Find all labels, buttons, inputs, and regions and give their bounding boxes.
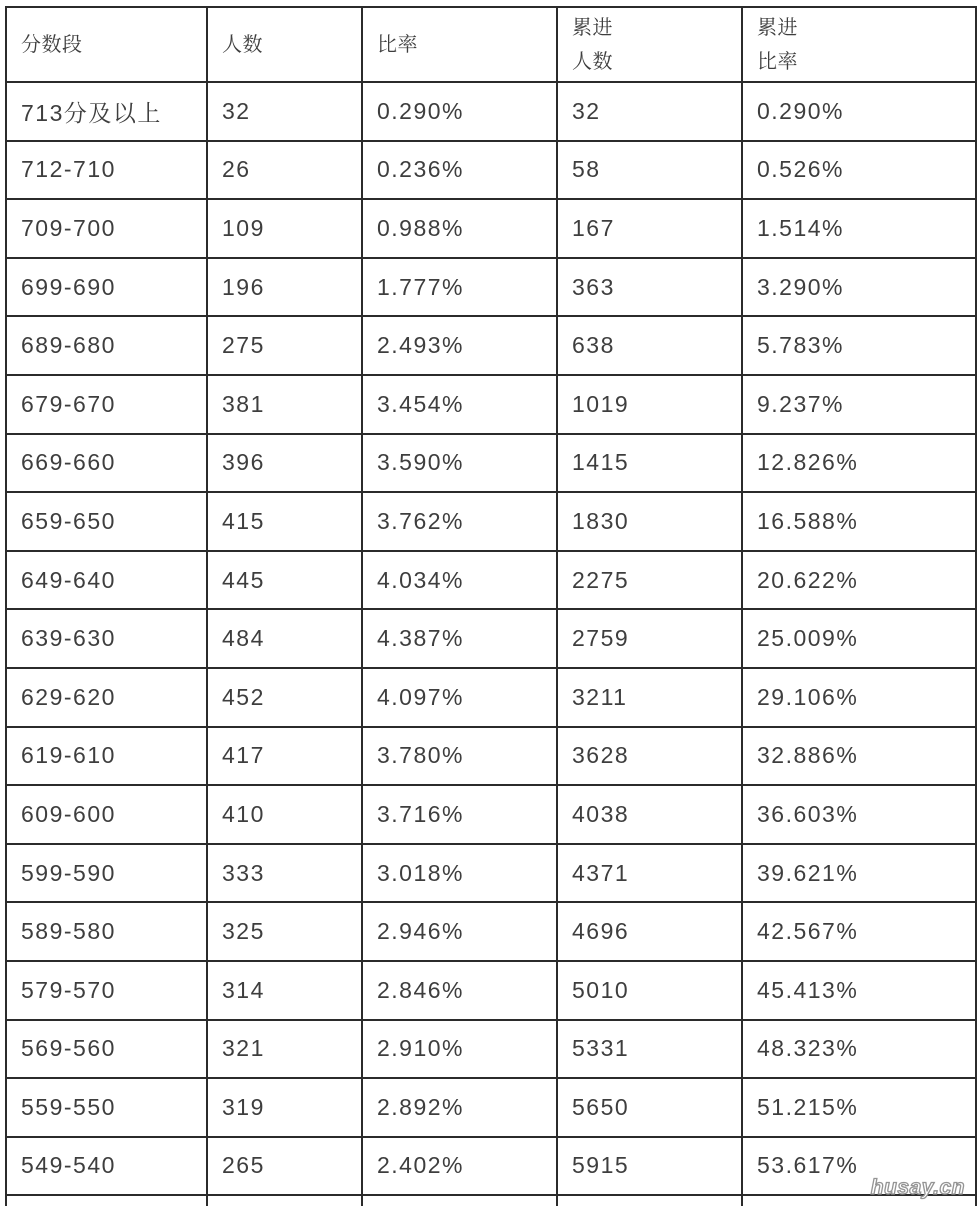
table-row <box>6 82 976 141</box>
table-row <box>6 785 976 844</box>
ratio-cell: 3.018% <box>362 844 557 903</box>
cumulative-ratio-cell: 16.588% <box>742 492 976 551</box>
ratio-cell: 3.590% <box>362 434 557 493</box>
table-row <box>6 668 976 727</box>
score-range-cell: 549-540 <box>6 1137 207 1196</box>
score-range-cell: 639-630 <box>6 609 207 668</box>
cumulative-count-cell: 2759 <box>557 609 742 668</box>
score-range-cell: 712-710 <box>6 141 207 200</box>
column-header-cumulative-ratio <box>742 7 976 82</box>
header-row <box>6 7 976 82</box>
cumulative-count-cell: 1830 <box>557 492 742 551</box>
ratio-cell: 0.290% <box>362 82 557 141</box>
table-row <box>6 609 976 668</box>
ratio-cell: 3.762% <box>362 492 557 551</box>
cumulative-ratio-cell: 25.009% <box>742 609 976 668</box>
cumulative-ratio-cell: 29.106% <box>742 668 976 727</box>
table-row <box>6 844 976 903</box>
cumulative-ratio-cell: 42.567% <box>742 902 976 961</box>
column-header-text: 人数 <box>222 33 263 56</box>
count-cell: 381 <box>207 375 362 434</box>
count-cell: 26 <box>207 141 362 200</box>
cumulative-ratio-cell: 39.621% <box>742 844 976 903</box>
count-cell: 417 <box>207 727 362 786</box>
ratio-cell: 4.034% <box>362 551 557 610</box>
cumulative-ratio-cell: 12.826% <box>742 434 976 493</box>
cumulative-count-cell: 5650 <box>557 1078 742 1137</box>
ratio-cell: 2.493% <box>362 316 557 375</box>
score-range-cell: 709-700 <box>6 199 207 258</box>
ratio-cell: 0.236% <box>362 141 557 200</box>
score-range-cell: 689-680 <box>6 316 207 375</box>
cumulative-count-cell: 1019 <box>557 375 742 434</box>
count-cell: 109 <box>207 199 362 258</box>
count-cell: 452 <box>207 668 362 727</box>
table-row <box>6 434 976 493</box>
cumulative-ratio-cell: 0.526% <box>742 141 976 200</box>
cumulative-ratio-cell: 45.413% <box>742 961 976 1020</box>
table-row <box>6 1020 976 1079</box>
ratio-cell: 2.892% <box>362 1078 557 1137</box>
ratio-cell: 1.777% <box>362 258 557 317</box>
cumulative-count-cell: 58 <box>557 141 742 200</box>
cumulative-count-cell: 638 <box>557 316 742 375</box>
cumulative-ratio-cell: 3.290% <box>742 258 976 317</box>
cumulative-count-cell: 5915 <box>557 1137 742 1196</box>
score-range-cell: 579-570 <box>6 961 207 1020</box>
cumulative-ratio-cell: 0.290% <box>742 82 976 141</box>
score-range-cell: 713分及以上 <box>6 82 207 141</box>
ratio-cell: 4.387% <box>362 609 557 668</box>
count-cell <box>207 1195 362 1206</box>
table-row <box>6 551 976 610</box>
count-cell: 333 <box>207 844 362 903</box>
column-header-text: 比率 <box>377 33 418 56</box>
ratio-cell: 2.946% <box>362 902 557 961</box>
table-row <box>6 375 976 434</box>
table-row <box>6 141 976 200</box>
count-cell: 325 <box>207 902 362 961</box>
ratio-cell: 3.780% <box>362 727 557 786</box>
cumulative-ratio-cell: 5.783% <box>742 316 976 375</box>
cumulative-count-cell: 4371 <box>557 844 742 903</box>
cumulative-count-cell: 3211 <box>557 668 742 727</box>
cumulative-count-cell: 5331 <box>557 1020 742 1079</box>
score-range-cell: 659-650 <box>6 492 207 551</box>
score-range-cell: 649-640 <box>6 551 207 610</box>
count-cell: 445 <box>207 551 362 610</box>
score-range-cell: 609-600 <box>6 785 207 844</box>
count-cell: 396 <box>207 434 362 493</box>
cumulative-ratio-cell: 36.603% <box>742 785 976 844</box>
table-row <box>6 492 976 551</box>
ratio-cell: 3.716% <box>362 785 557 844</box>
ratio-cell: 2.846% <box>362 961 557 1020</box>
score-range-cell: 629-620 <box>6 668 207 727</box>
table-row <box>6 316 976 375</box>
score-range-cell: 589-580 <box>6 902 207 961</box>
cumulative-ratio-cell: 9.237% <box>742 375 976 434</box>
count-cell: 484 <box>207 609 362 668</box>
cumulative-count-cell: 1415 <box>557 434 742 493</box>
count-cell: 410 <box>207 785 362 844</box>
count-cell: 196 <box>207 258 362 317</box>
score-range-cell: 619-610 <box>6 727 207 786</box>
count-cell: 32 <box>207 82 362 141</box>
count-cell: 265 <box>207 1137 362 1196</box>
table-row <box>6 199 976 258</box>
cumulative-ratio-cell: 1.514% <box>742 199 976 258</box>
table-row <box>6 1137 976 1196</box>
column-header-text: 人数 <box>572 50 613 73</box>
cumulative-count-cell: 32 <box>557 82 742 141</box>
table-row <box>6 902 976 961</box>
ratio-cell: 0.988% <box>362 199 557 258</box>
score-range-cell: 569-560 <box>6 1020 207 1079</box>
column-header-text: 比率 <box>757 50 798 73</box>
table-row <box>6 258 976 317</box>
score-range-cell: 599-590 <box>6 844 207 903</box>
count-cell: 314 <box>207 961 362 1020</box>
cumulative-ratio-cell: 48.323% <box>742 1020 976 1079</box>
score-distribution-table <box>5 6 977 1206</box>
table-body <box>6 82 976 1206</box>
table-row-partial <box>6 1195 976 1206</box>
column-header-cumulative-count <box>557 7 742 82</box>
column-header-text: 累进 <box>572 16 613 39</box>
cumulative-count-cell: 4696 <box>557 902 742 961</box>
ratio-cell: 2.910% <box>362 1020 557 1079</box>
cumulative-count-cell: 363 <box>557 258 742 317</box>
cumulative-ratio-cell: 51.215% <box>742 1078 976 1137</box>
cumulative-ratio-cell: 53.617% <box>742 1137 976 1196</box>
column-header-score-range <box>6 7 207 82</box>
ratio-cell: 2.402% <box>362 1137 557 1196</box>
score-range-cell: 679-670 <box>6 375 207 434</box>
cumulative-count-cell <box>557 1195 742 1206</box>
table-row <box>6 1078 976 1137</box>
score-range-cell: 699-690 <box>6 258 207 317</box>
table-row <box>6 727 976 786</box>
watermark: husay.cn <box>870 1176 965 1199</box>
count-cell: 275 <box>207 316 362 375</box>
count-cell: 415 <box>207 492 362 551</box>
cumulative-count-cell: 167 <box>557 199 742 258</box>
cumulative-count-cell: 2275 <box>557 551 742 610</box>
cumulative-ratio-cell: 20.622% <box>742 551 976 610</box>
ratio-cell <box>362 1195 557 1206</box>
score-range-cell: 559-550 <box>6 1078 207 1137</box>
column-header-count <box>207 7 362 82</box>
column-header-text: 分数段 <box>21 33 83 56</box>
score-range-cell: 669-660 <box>6 434 207 493</box>
ratio-cell: 3.454% <box>362 375 557 434</box>
cumulative-ratio-cell: 32.886% <box>742 727 976 786</box>
cumulative-count-cell: 3628 <box>557 727 742 786</box>
score-range-cell <box>6 1195 207 1206</box>
cumulative-count-cell: 5010 <box>557 961 742 1020</box>
table-header <box>6 7 976 82</box>
column-header-ratio <box>362 7 557 82</box>
cumulative-count-cell: 4038 <box>557 785 742 844</box>
count-cell: 319 <box>207 1078 362 1137</box>
ratio-cell: 4.097% <box>362 668 557 727</box>
column-header-text: 累进 <box>757 16 798 39</box>
count-cell: 321 <box>207 1020 362 1079</box>
table-row <box>6 961 976 1020</box>
